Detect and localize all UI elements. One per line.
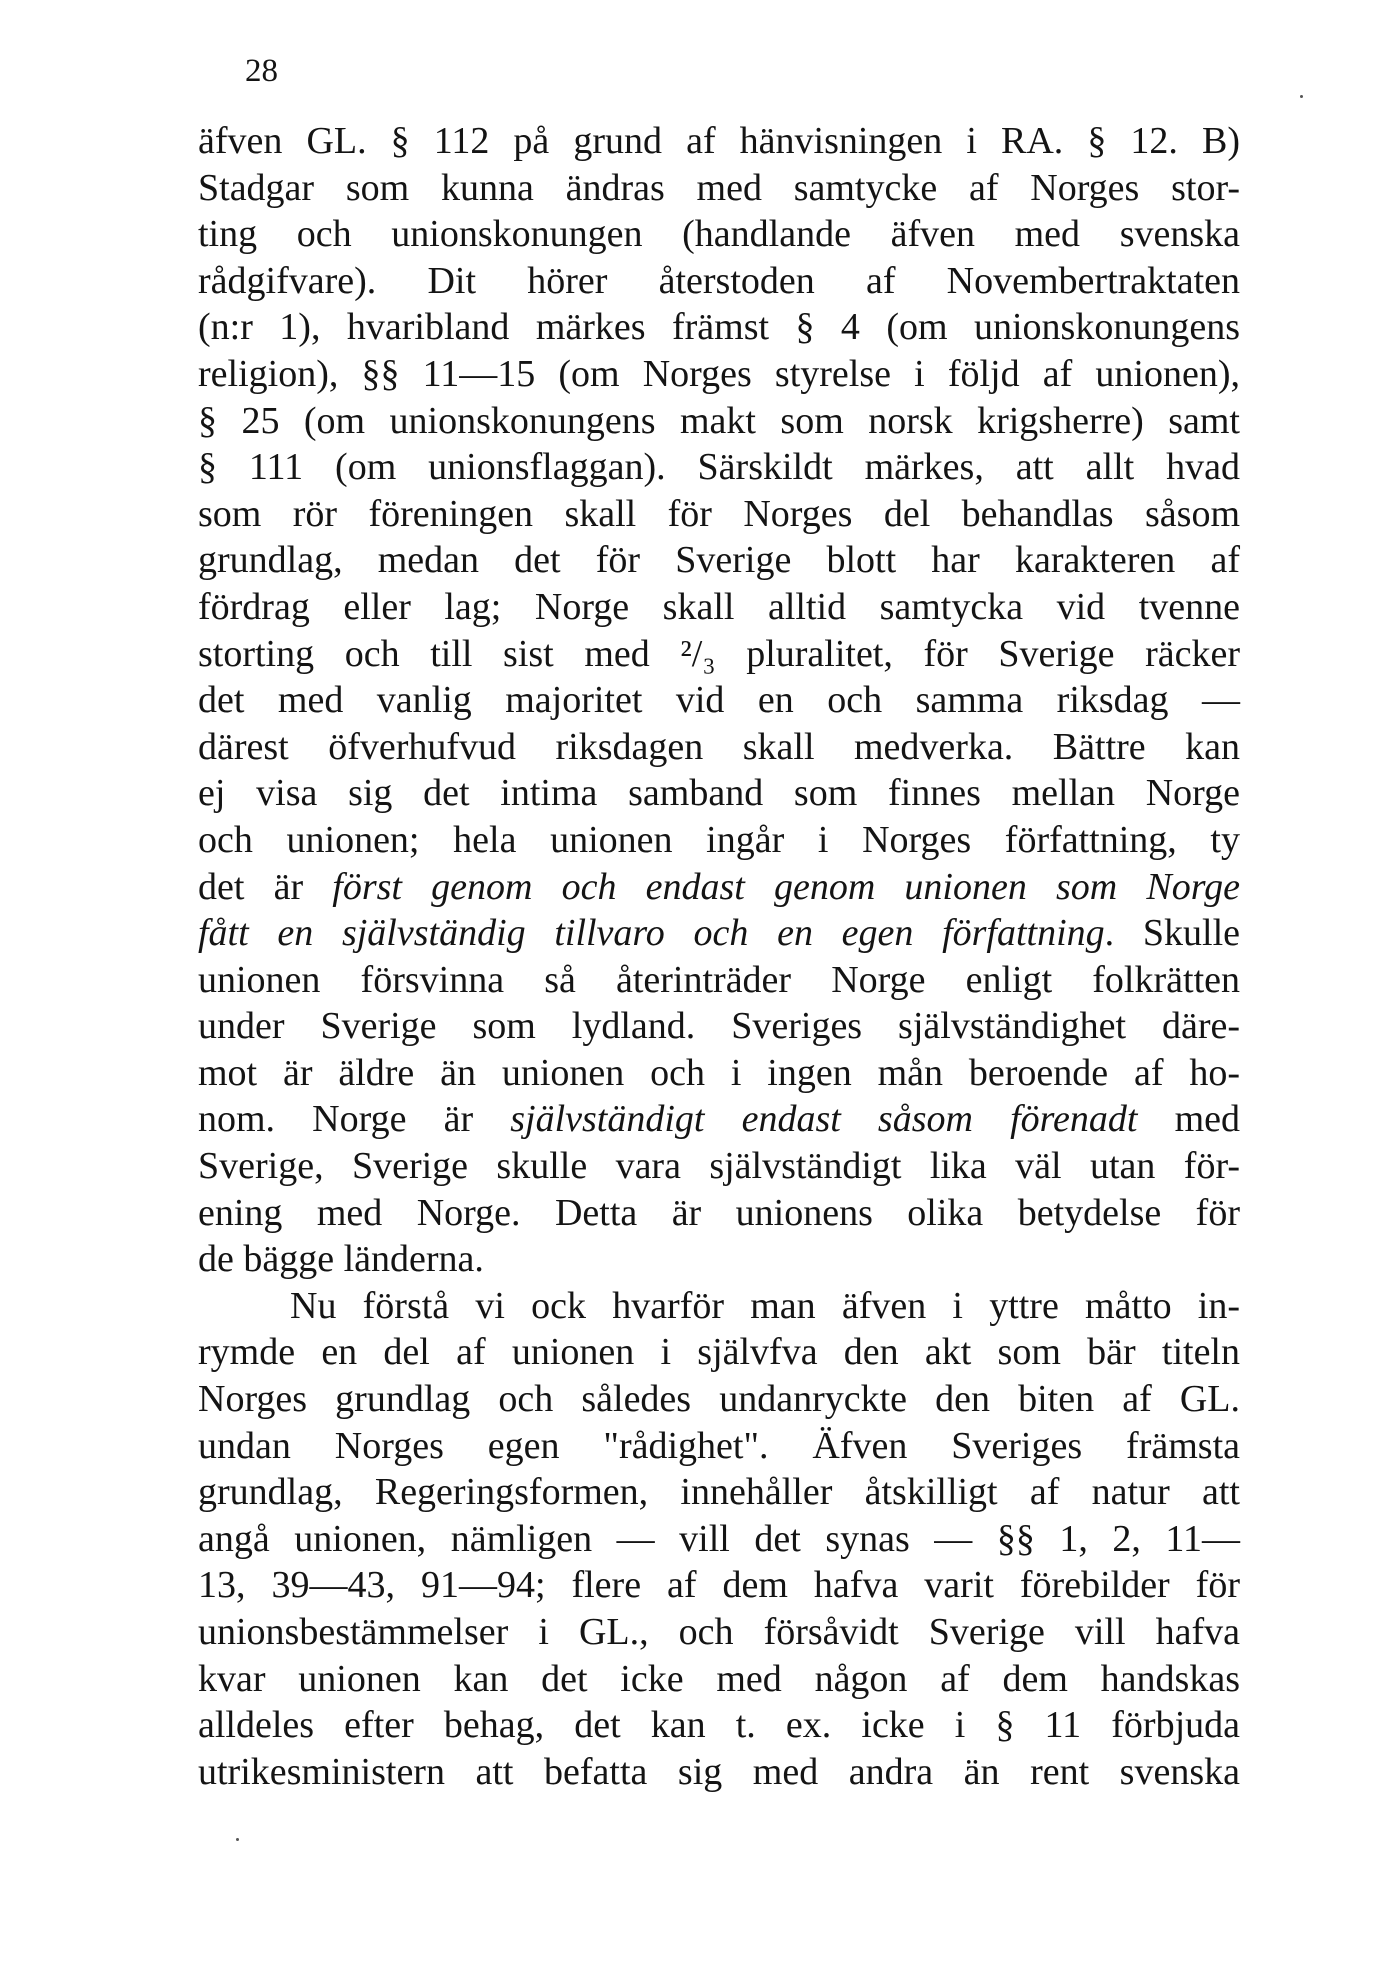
text-line (198, 1143, 1240, 1190)
text-segment: äfven GL. § 112 på grund af hänvisningen i RA. § 12. B) (198, 120, 1240, 162)
text-segment: under Sverige som lydland. Sveriges självständighet däre- (198, 1005, 1240, 1048)
text-line (198, 1609, 1240, 1656)
text-line (198, 1423, 1240, 1470)
text-line (198, 631, 1240, 678)
text-segment: unionen försvinna så återinträder Norge enligt folkrätten (198, 958, 1240, 1001)
text-segment: Nu förstå vi ock hvarför man äfven i yttre måtto in- (290, 1284, 1240, 1327)
text-line (198, 864, 1240, 911)
text-segment: de bägge länderna. (198, 1238, 484, 1281)
text-line (198, 304, 1240, 351)
text-segment: Stadgar som kunna ändras med samtycke af Norges stor- (198, 166, 1240, 209)
text-segment: grundlag, Regeringsformen, innehåller åtskilligt af natur att (198, 1471, 1240, 1514)
text-line (198, 724, 1240, 771)
text-line (198, 1749, 1240, 1796)
text-line (198, 1096, 1240, 1143)
text-segment: religion), §§ 11—15 (om Norges styrelse i följd af unionen), (198, 352, 1240, 395)
text-segment: med (1137, 1098, 1240, 1141)
text-segment: mot är äldre än unionen och i ingen mån beroende af ho- (198, 1051, 1240, 1094)
text-line (198, 1050, 1240, 1097)
page-number: 28 (245, 53, 278, 89)
text-segment: grundlag, medan det för Sverige blott har karakteren af (198, 539, 1240, 582)
text-line (198, 1469, 1240, 1516)
text-line (198, 1190, 1240, 1237)
text-segment: ening med Norge. Detta är unionens olika betydelse för (198, 1191, 1240, 1234)
text-segment: storting och till sist med ²/₃ pluralitet, för Sverige räcker (198, 632, 1240, 675)
text-line (198, 351, 1240, 398)
text-segment: och unionen; hela unionen ingår i Norges författning, ty (198, 818, 1240, 861)
text-line (198, 1236, 1240, 1283)
text-segment: ting och unionskonungen (handlande äfven med svenska (198, 213, 1240, 256)
text-line (198, 1283, 1240, 1330)
text-line (198, 1516, 1240, 1563)
text-segment: nom. Norge är (198, 1098, 511, 1141)
text-line (198, 770, 1240, 817)
body-text (198, 118, 1240, 1795)
text-line (198, 1656, 1240, 1703)
text-segment: Sverige, Sverige skulle vara självständigt lika väl utan för- (198, 1145, 1240, 1188)
text-segment: alldeles efter behag, det kan t. ex. icke i § 11 förbjuda (198, 1704, 1240, 1747)
text-segment: 13, 39—43, 91—94; flere af dem hafva varit förebilder för (198, 1564, 1240, 1607)
text-segment: Norges grundlag och således undanryckte den biten af GL. (198, 1378, 1240, 1421)
text-segment: rådgifvare). Dit hörer återstoden af Novembertraktaten (198, 259, 1240, 302)
text-line (198, 910, 1240, 957)
text-segment: fördrag eller lag; Norge skall alltid samtycka vid tvenne (198, 585, 1240, 628)
text-line (198, 1702, 1240, 1749)
text-line (198, 537, 1240, 584)
text-segment: kvar unionen kan det icke med någon af dem handskas (198, 1657, 1240, 1700)
text-segment: undan Norges egen "rådighet". Äfven Sveriges främsta (198, 1424, 1240, 1467)
text-line (198, 957, 1240, 1004)
text-line (198, 817, 1240, 864)
text-segment: unionsbestämmelser i GL., och försåvidt Sverige vill hafva (198, 1611, 1240, 1653)
text-line (198, 1562, 1240, 1609)
text-line (198, 677, 1240, 724)
text-segment: § 25 (om unionskonungens makt som norsk krigsherre) samt (198, 399, 1240, 442)
text-line (198, 491, 1240, 538)
text-segment: rymde en del af unionen i självfva den akt som bär titeln (198, 1331, 1240, 1374)
italic-phrase: självständigt endast såsom förenadt (510, 1098, 1138, 1141)
text-segment: angå unionen, nämligen — vill det synas — §§ 1, 2, 11— (198, 1517, 1240, 1560)
text-segment: (n:r 1), hvaribland märkes främst § 4 (om unionskonungens (198, 306, 1240, 349)
text-segment: det med vanlig majoritet vid en och samma riksdag — (198, 679, 1240, 722)
text-segment: ej visa sig det intima samband som finnes mellan Norge (198, 772, 1240, 815)
text-line (198, 165, 1240, 212)
text-line (198, 584, 1240, 631)
text-line (198, 444, 1240, 491)
text-line (198, 211, 1240, 258)
text-line (198, 1376, 1240, 1423)
text-segment: som rör föreningen skall för Norges del behandlas såsom (198, 492, 1240, 535)
text-line (198, 1329, 1240, 1376)
text-line (198, 1003, 1240, 1050)
italic-phrase: först genom och endast genom unionen som Norge (332, 865, 1240, 908)
text-line (198, 118, 1240, 165)
text-line (198, 258, 1240, 305)
text-segment: utrikesministern att befatta sig med andra än rent svenska (198, 1750, 1240, 1793)
text-segment: det är (198, 865, 333, 908)
text-segment: därest öfverhufvud riksdagen skall medverka. Bättre kan (198, 725, 1240, 768)
text-line (198, 398, 1240, 445)
text-segment: § 111 (om unionsflaggan). Särskildt märkes, att allt hvad (198, 446, 1240, 489)
scan-speck (1300, 95, 1303, 98)
italic-phrase: fått en självständig tillvaro och en egen författning (198, 912, 1105, 955)
scan-speck (236, 1838, 239, 1841)
text-segment: . Skulle (1104, 912, 1240, 955)
